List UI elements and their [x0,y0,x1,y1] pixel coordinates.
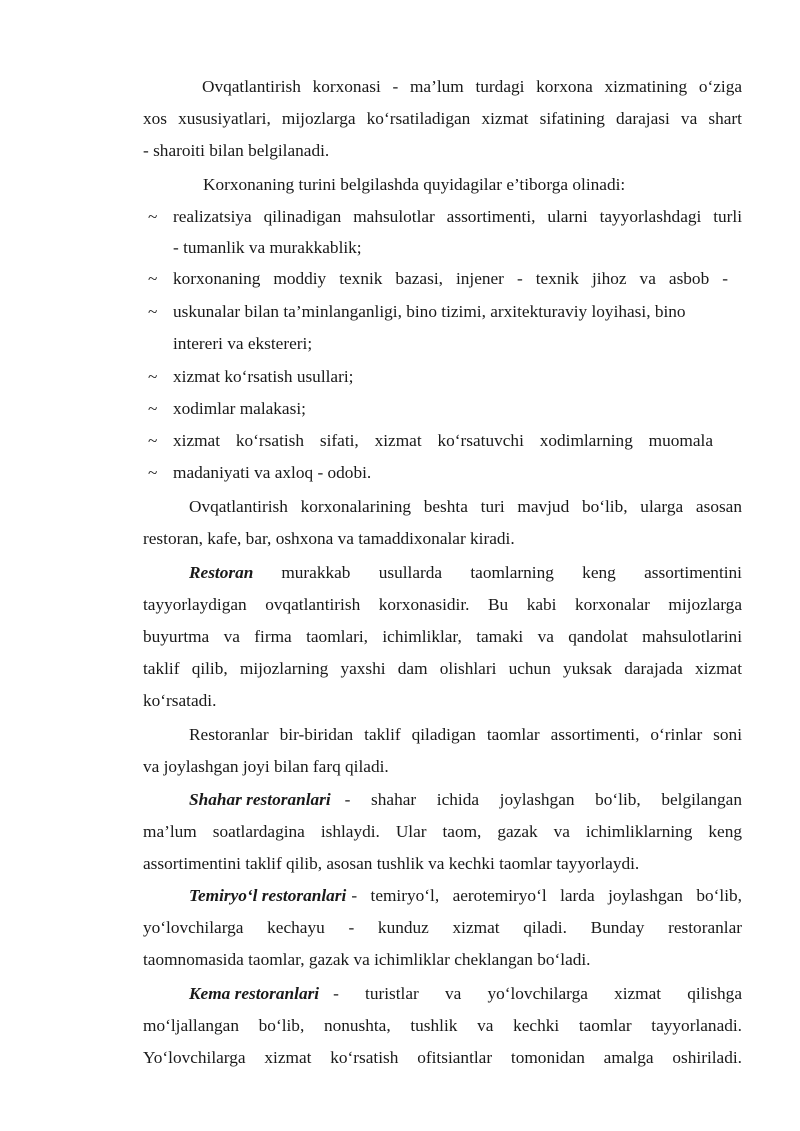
bullet-marker: ~ [148,431,158,450]
list-item-line: intereri va ekstereri; [173,334,313,353]
paragraph-temiryol-line-3: taomnomasida taomlar, gazak va ichimliklar cheklangan bo‘ladi. [143,950,591,969]
list-intro: Korxonaning turini belgilashda quyidagilar e’tiborga olinadi: [203,175,626,194]
bullet-marker: ~ [148,207,158,226]
bullet-marker: ~ [148,367,158,386]
paragraph-1-line-2: xos xususiyatlari, mijozlarga ko‘rsatiladigan xizmat sifatining darajasi va shart [143,109,742,128]
paragraph-text: - shahar ichida joylashgan bo‘lib, belgilangan [344,790,742,809]
paragraph-shahar-line-1 [189,790,742,810]
paragraph-kema-line-1 [189,984,742,1004]
list-item-line: xizmat ko‘rsatish usullari; [173,367,354,386]
paragraph-text: - turistlar va yo‘lovchilarga xizmat qilishga [333,984,742,1003]
bullet-marker: ~ [148,463,158,482]
paragraph-shahar-line-3: assortimentini taklif qilib, asosan tushlik va kechki taomlar tayyorlaydi. [143,854,640,873]
list-item-line: - tumanlik va murakkablik; [173,238,362,257]
paragraph-2-line-1: Ovqatlantirish korxonalarining beshta turi mavjud bo‘lib, ularga asosan [189,497,742,516]
list-item-line: madaniyati va axloq - odobi. [173,463,372,482]
paragraph-restoran-line-2: tayyorlaydigan ovqatlantirish korxonasidir. Bu kabi korxonalar mijozlarga [143,595,742,614]
paragraph-text: murakkab usullarda taomlarning keng assortimentini [281,563,742,582]
list-item-line: korxonaning moddiy texnik bazasi, injener - texnik jihoz va asbob - [173,269,728,288]
bullet-marker: ~ [148,269,158,288]
paragraph-4-line-2: va joylashgan joyi bilan farq qiladi. [143,757,389,776]
paragraph-2-line-2: restoran, kafe, bar, oshxona va tamaddixonalar kiradi. [143,529,515,548]
list-item-line: uskunalar bilan ta’minlanganligi, bino tizimi, arxitekturaviy loyihasi, bino [173,302,686,321]
paragraph-kema-line-3: Yo‘lovchilarga xizmat ko‘rsatish ofitsiantlar tomonidan amalga oshiriladi. [143,1048,742,1067]
paragraph-1-line-3: - sharoiti bilan belgilanadi. [143,141,330,160]
paragraph-1-line-1: Ovqatlantirish korxonasi - ma’lum turdagi korxona xizmatining o‘ziga [202,77,742,96]
paragraph-restoran-line-1 [189,563,742,583]
term-shahar-restoranlari: Shahar restoranlari [189,790,331,809]
term-kema-restoranlari: Kema restoranlari [189,984,320,1003]
bullet-marker: ~ [148,399,158,418]
list-item-line: realizatsiya qilinadigan mahsulotlar assortimenti, ularni tayyorlashdagi turli [173,207,742,226]
paragraph-kema-line-2: mo‘ljallangan bo‘lib, nonushta, tushlik va kechki taomlar tayyorlanadi. [143,1016,742,1035]
paragraph-restoran-line-5: ko‘rsatadi. [143,691,217,710]
paragraph-text: - temiryo‘l, aerotemiryo‘l larda joylashgan bo‘lib, [351,886,742,905]
paragraph-4-line-1: Restoranlar bir-biridan taklif qiladigan taomlar assortimenti, o‘rinlar soni [189,725,742,744]
paragraph-restoran-line-4: taklif qilib, mijozlarning yaxshi dam olishlari uchun yuksak darajada xizmat [143,659,742,678]
paragraph-shahar-line-2: ma’lum soatlardagina ishlaydi. Ular taom, gazak va ichimliklarning keng [143,822,742,841]
list-item-line: xodimlar malakasi; [173,399,306,418]
list-item-line: xizmat ko‘rsatish sifati, xizmat ko‘rsatuvchi xodimlarning muomala [173,431,713,450]
bullet-marker: ~ [148,302,158,321]
term-restoran: Restoran [189,563,254,582]
paragraph-temiryol-line-1 [189,886,742,906]
term-temiryol-restoranlari: Temiryo‘l restoranlari [189,886,347,905]
paragraph-restoran-line-3: buyurtma va firma taomlari, ichimliklar, tamaki va qandolat mahsulotlarini [143,627,742,646]
paragraph-temiryol-line-2: yo‘lovchilarga kechayu - kunduz xizmat qiladi. Bunday restoranlar [143,918,742,937]
